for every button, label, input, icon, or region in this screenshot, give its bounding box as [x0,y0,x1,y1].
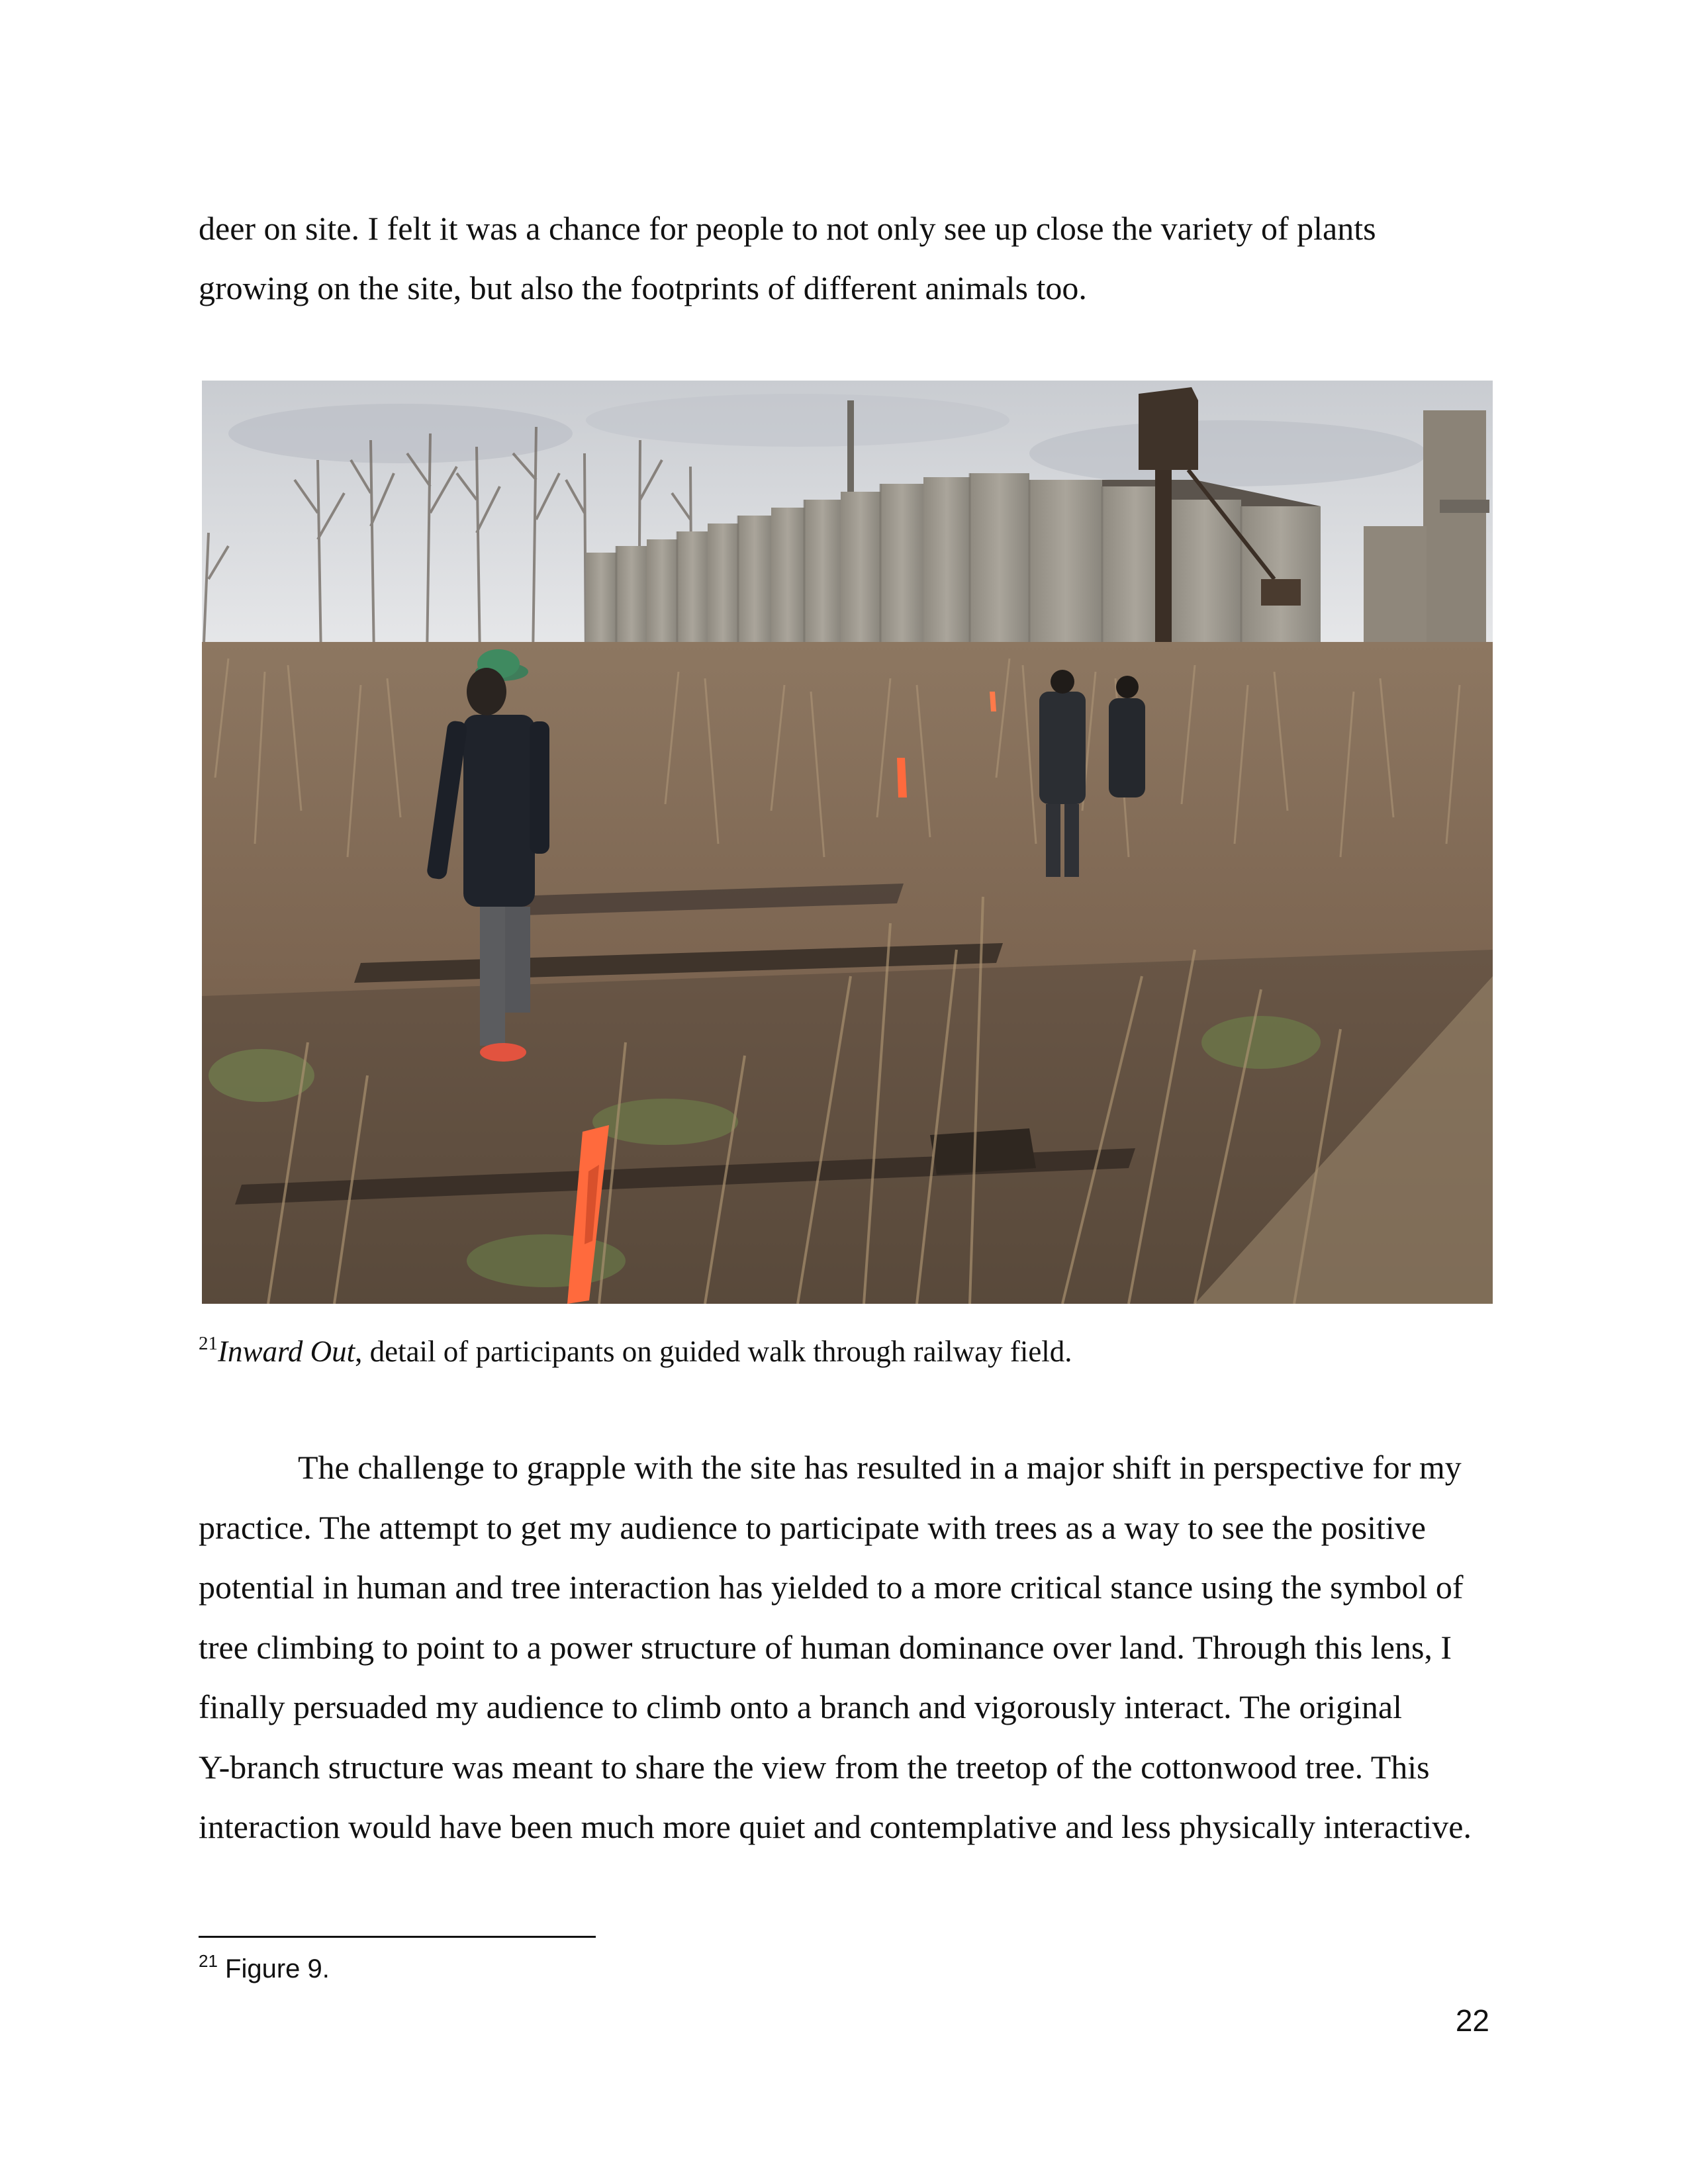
figure-photo-railway-field [202,381,1493,1304]
caption-text: , detail of participants on guided walk through railway field. [355,1335,1072,1368]
text-line: interaction would have been much more quiet and contemplative and less physically interactive. [199,1808,1472,1845]
footnote [199,1952,330,1985]
caption-title: Inward Out [218,1335,355,1368]
footnote-text: Figure 9. [217,1954,330,1983]
text-line: practice. The attempt to get my audience to participate with trees as a way to see the positive [199,1508,1426,1546]
text-line: The challenge to grapple with the site has resulted in a major shift in perspective for my [298,1449,1462,1486]
text-line: potential in human and tree interaction has yielded to a more critical stance using the symbol of [199,1569,1464,1606]
figure-caption [199,1332,1072,1371]
text-line: growing on the site, but also the footprints of different animals too. [199,269,1087,306]
text-line: Y-branch structure was meant to share the view from the treetop of the cottonwood tree. This [199,1748,1430,1786]
text-line: tree climbing to point to a power structure of human dominance over land. Through this lens, I [199,1628,1452,1666]
page-number: 22 [1455,2003,1489,2038]
footnote-number: 21 [199,1951,218,1971]
text-line: deer on site. I felt it was a chance for people to not only see up close the variety of plants [199,210,1376,247]
body-paragraph [199,1437,1509,1857]
top-paragraph [199,199,1496,318]
text-line: finally persuaded my audience to climb onto a branch and vigorously interact. The original [199,1688,1402,1725]
footnote-separator [199,1936,596,1938]
caption-footnote-ref[interactable]: 21 [199,1333,218,1354]
photo-illustration [202,381,1493,1304]
